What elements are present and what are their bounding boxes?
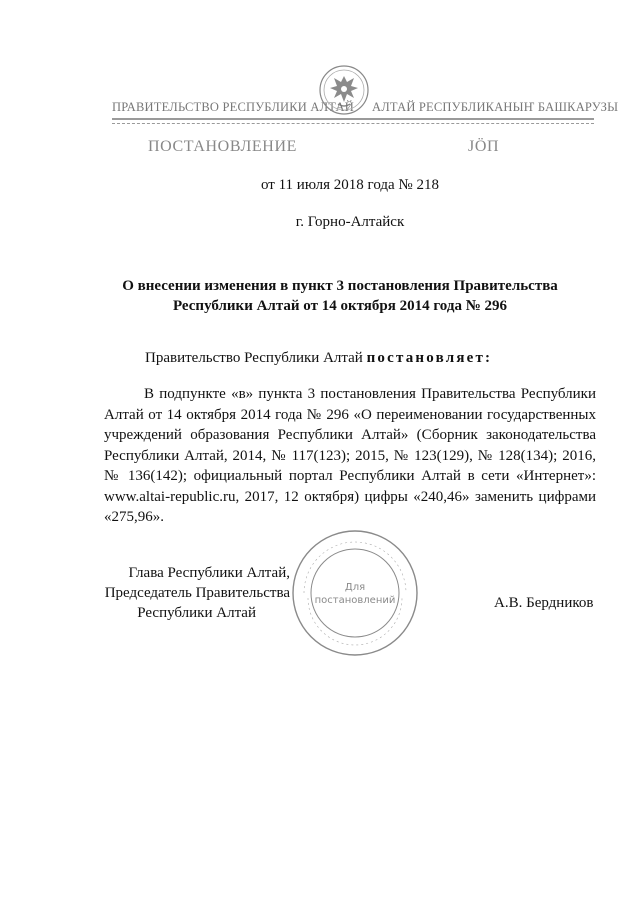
preamble-emphasis: постановляет:	[366, 350, 493, 366]
document-city: г. Горно-Алтайск	[295, 214, 405, 230]
signature-title-line-2: Председатель Правительства	[104, 585, 290, 601]
preamble-text: Правительство Республики Алтай	[145, 350, 363, 366]
coat-of-arms-emblem-icon	[318, 64, 370, 116]
header-rule-dashed	[112, 123, 594, 124]
government-name-alt: АЛТАЙ РЕСПУБЛИКАНЫҤ БАШКАРУЗЫ	[372, 100, 619, 114]
title-line-1: О внесении изменения в пункт 3 постановления Правительства	[122, 278, 558, 294]
preamble	[145, 350, 492, 367]
signature-title-line-3: Республики Алтай	[137, 605, 256, 621]
signature-title-line-1: Глава Республики Алтай,	[128, 565, 290, 581]
body-paragraph: В подпункте «в» пункта 3 постановления Правительства Республики Алтай от 14 октября 2014 года № 296 «О переименовании государственных учреждений образования Республики Алтай» (Сборник законодательства Республики Алтай, 2014, № 117(123); 2015, № 123(129), № 128(134); 2016, № 136(142); официальный портал Республики Алтай в сети «Интернет»: www.altai-republic.ru, 2017, 12 октября) цифры «240,46» заменить цифрами «275,96».	[104, 386, 596, 525]
title-line-2: Республики Алтай от 14 октября 2014 года № 296	[172, 298, 508, 314]
signature-block	[104, 563, 290, 623]
document-type: ПОСТАНОВЛЕНИЕ	[148, 138, 297, 155]
document-date-number: от 11 июля 2018 года № 218	[261, 177, 439, 193]
stamp-center-line-2: постановлений	[314, 595, 396, 606]
stamp-center-line-1: Для	[344, 582, 366, 593]
header-rule-solid	[112, 118, 594, 120]
signer-name: А.В. Бердников	[494, 595, 594, 611]
official-stamp	[290, 528, 420, 658]
government-name-ru: ПРАВИТЕЛЬСТВО РЕСПУБЛИКИ АЛТАЙ	[112, 100, 354, 114]
document-title	[80, 276, 600, 316]
document-type-alt: ЈӦП	[468, 138, 500, 155]
